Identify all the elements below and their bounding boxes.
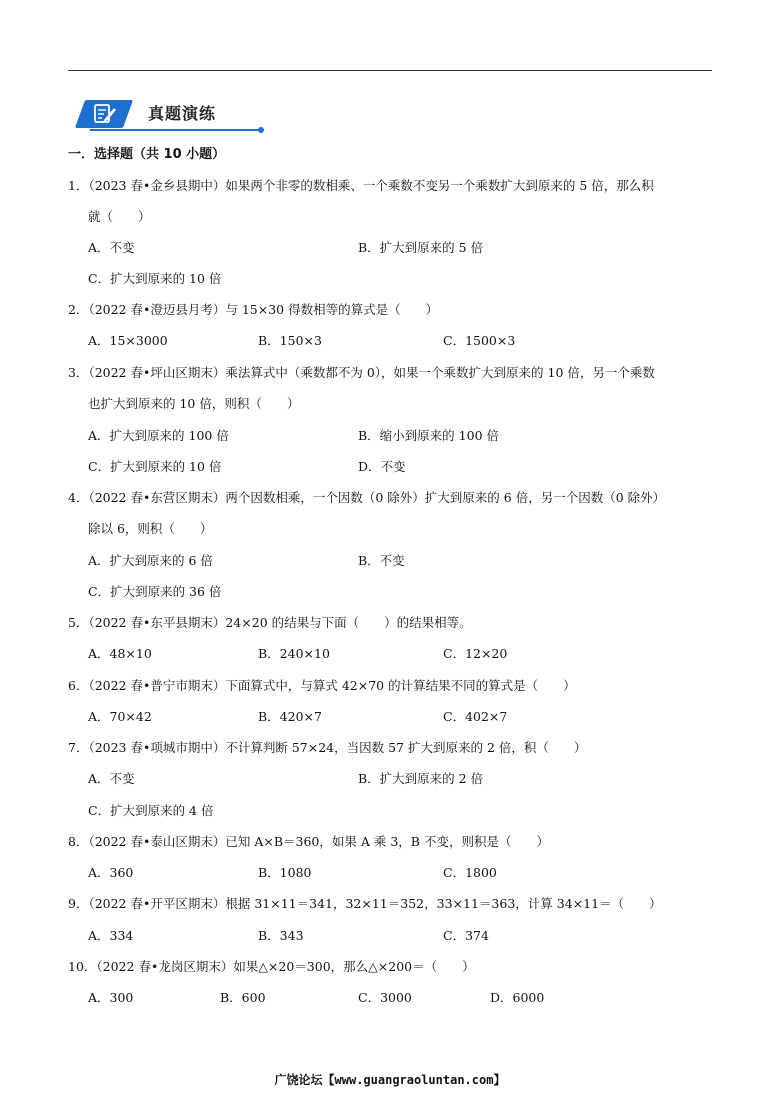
section-heading: 一．选择题（共 10 小题）: [68, 147, 226, 162]
question-10-option-b[interactable]: B．600: [220, 990, 266, 1005]
question-4-option-a[interactable]: A．扩大到原来的 6 倍: [88, 553, 213, 568]
question-5-line-1: 5．（2022 春•东平县期末）24×20 的结果与下面（ ）的结果相等。: [68, 615, 472, 630]
question-1-option-b[interactable]: B．扩大到原来的 5 倍: [358, 240, 484, 255]
question-9-option-c[interactable]: C．374: [443, 928, 489, 943]
question-2-line-1: 2．（2022 春•澄迈县月考）与 15×30 得数相等的算式是（ ）: [68, 302, 439, 317]
question-9-line-1: 9．（2022 春•开平区期末）根据 31×11＝341，32×11＝352，33×11＝363，计算 34×11＝（ ）: [68, 896, 662, 911]
question-6-option-a[interactable]: A．70×42: [88, 709, 152, 724]
question-10-option-a[interactable]: A．300: [88, 990, 134, 1005]
question-7-option-b[interactable]: B．扩大到原来的 2 倍: [358, 771, 484, 786]
question-9-option-a[interactable]: A．334: [88, 928, 134, 943]
question-8-option-c[interactable]: C．1800: [443, 865, 497, 880]
question-7-option-a[interactable]: A．不变: [88, 771, 135, 786]
footer: [0, 1071, 780, 1088]
footer-suffix: 】: [493, 1073, 506, 1087]
question-5-option-c[interactable]: C．12×20: [443, 646, 508, 661]
question-7-option-c[interactable]: C．扩大到原来的 4 倍: [88, 803, 214, 818]
question-4-option-b[interactable]: B．不变: [358, 553, 405, 568]
question-1-option-a[interactable]: A．不变: [88, 240, 135, 255]
question-3-option-c[interactable]: C．扩大到原来的 10 倍: [88, 459, 222, 474]
question-6-option-c[interactable]: C．402×7: [443, 709, 508, 724]
question-3-line-1: 3．（2022 春•坪山区期末）乘法算式中（乘数都不为 0），如果一个乘数扩大到原来的 10 倍，另一个乘数: [68, 365, 655, 380]
question-8-option-b[interactable]: B．1080: [258, 865, 312, 880]
question-9-option-b[interactable]: B．343: [258, 928, 304, 943]
question-2-option-a[interactable]: A．15×3000: [88, 333, 168, 348]
question-3-line-2: 也扩大到原来的 10 倍，则积（ ）: [88, 396, 300, 411]
question-10-option-d[interactable]: D．6000: [490, 990, 545, 1005]
question-5-option-b[interactable]: B．240×10: [258, 646, 330, 661]
question-4-option-c[interactable]: C．扩大到原来的 36 倍: [88, 584, 222, 599]
header-rule: [68, 70, 712, 71]
question-5-option-a[interactable]: A．48×10: [88, 646, 152, 661]
question-1-line-1: 1．（2023 春•金乡县期中）如果两个非零的数相乘、一个乘数不变另一个乘数扩大到原来的 5 倍，那么积: [68, 178, 654, 193]
section-banner: [80, 96, 265, 136]
footer-url-link[interactable]: www.guangraoluntan.com: [334, 1073, 494, 1087]
question-4-line-2: 除以 6，则积（ ）: [88, 521, 213, 536]
question-1-option-c[interactable]: C．扩大到原来的 10 倍: [88, 271, 222, 286]
question-6-option-b[interactable]: B．420×7: [258, 709, 322, 724]
question-2-option-b[interactable]: B．150×3: [258, 333, 322, 348]
question-3-option-b[interactable]: B．缩小到原来的 100 倍: [358, 428, 499, 443]
question-7-line-1: 7．（2023 春•项城市期中）不计算判断 57×24，当因数 57 扩大到原来的 2 倍，积（ ）: [68, 740, 587, 755]
notepad-pencil-icon: [90, 102, 118, 126]
question-8-option-a[interactable]: A．360: [88, 865, 134, 880]
question-1-line-2: 就（ ）: [88, 209, 151, 224]
question-2-option-c[interactable]: C．1500×3: [443, 333, 516, 348]
question-8-line-1: 8．（2022 春•泰山区期末）已知 A×B＝360，如果 A 乘 3，B 不变，则积是（ ）: [68, 834, 549, 849]
question-6-line-1: 6．（2022 春•普宁市期末）下面算式中，与算式 42×70 的计算结果不同的算式是（ ）: [68, 678, 576, 693]
banner-underline: [90, 129, 260, 131]
question-10-line-1: 10．（2022 春•龙岗区期末）如果△×20＝300，那么△×200＝（ ）: [68, 959, 475, 974]
question-3-option-a[interactable]: A．扩大到原来的 100 倍: [88, 428, 229, 443]
question-4-line-1: 4．（2022 春•东营区期末）两个因数相乘，一个因数（0 除外）扩大到原来的 6 倍，另一个因数（0 除外）: [68, 490, 666, 505]
question-10-option-c[interactable]: C．3000: [358, 990, 412, 1005]
banner-title: 真题演练: [148, 104, 217, 123]
footer-prefix: 广饶论坛【: [274, 1073, 335, 1087]
question-3-option-d[interactable]: D．不变: [358, 459, 406, 474]
